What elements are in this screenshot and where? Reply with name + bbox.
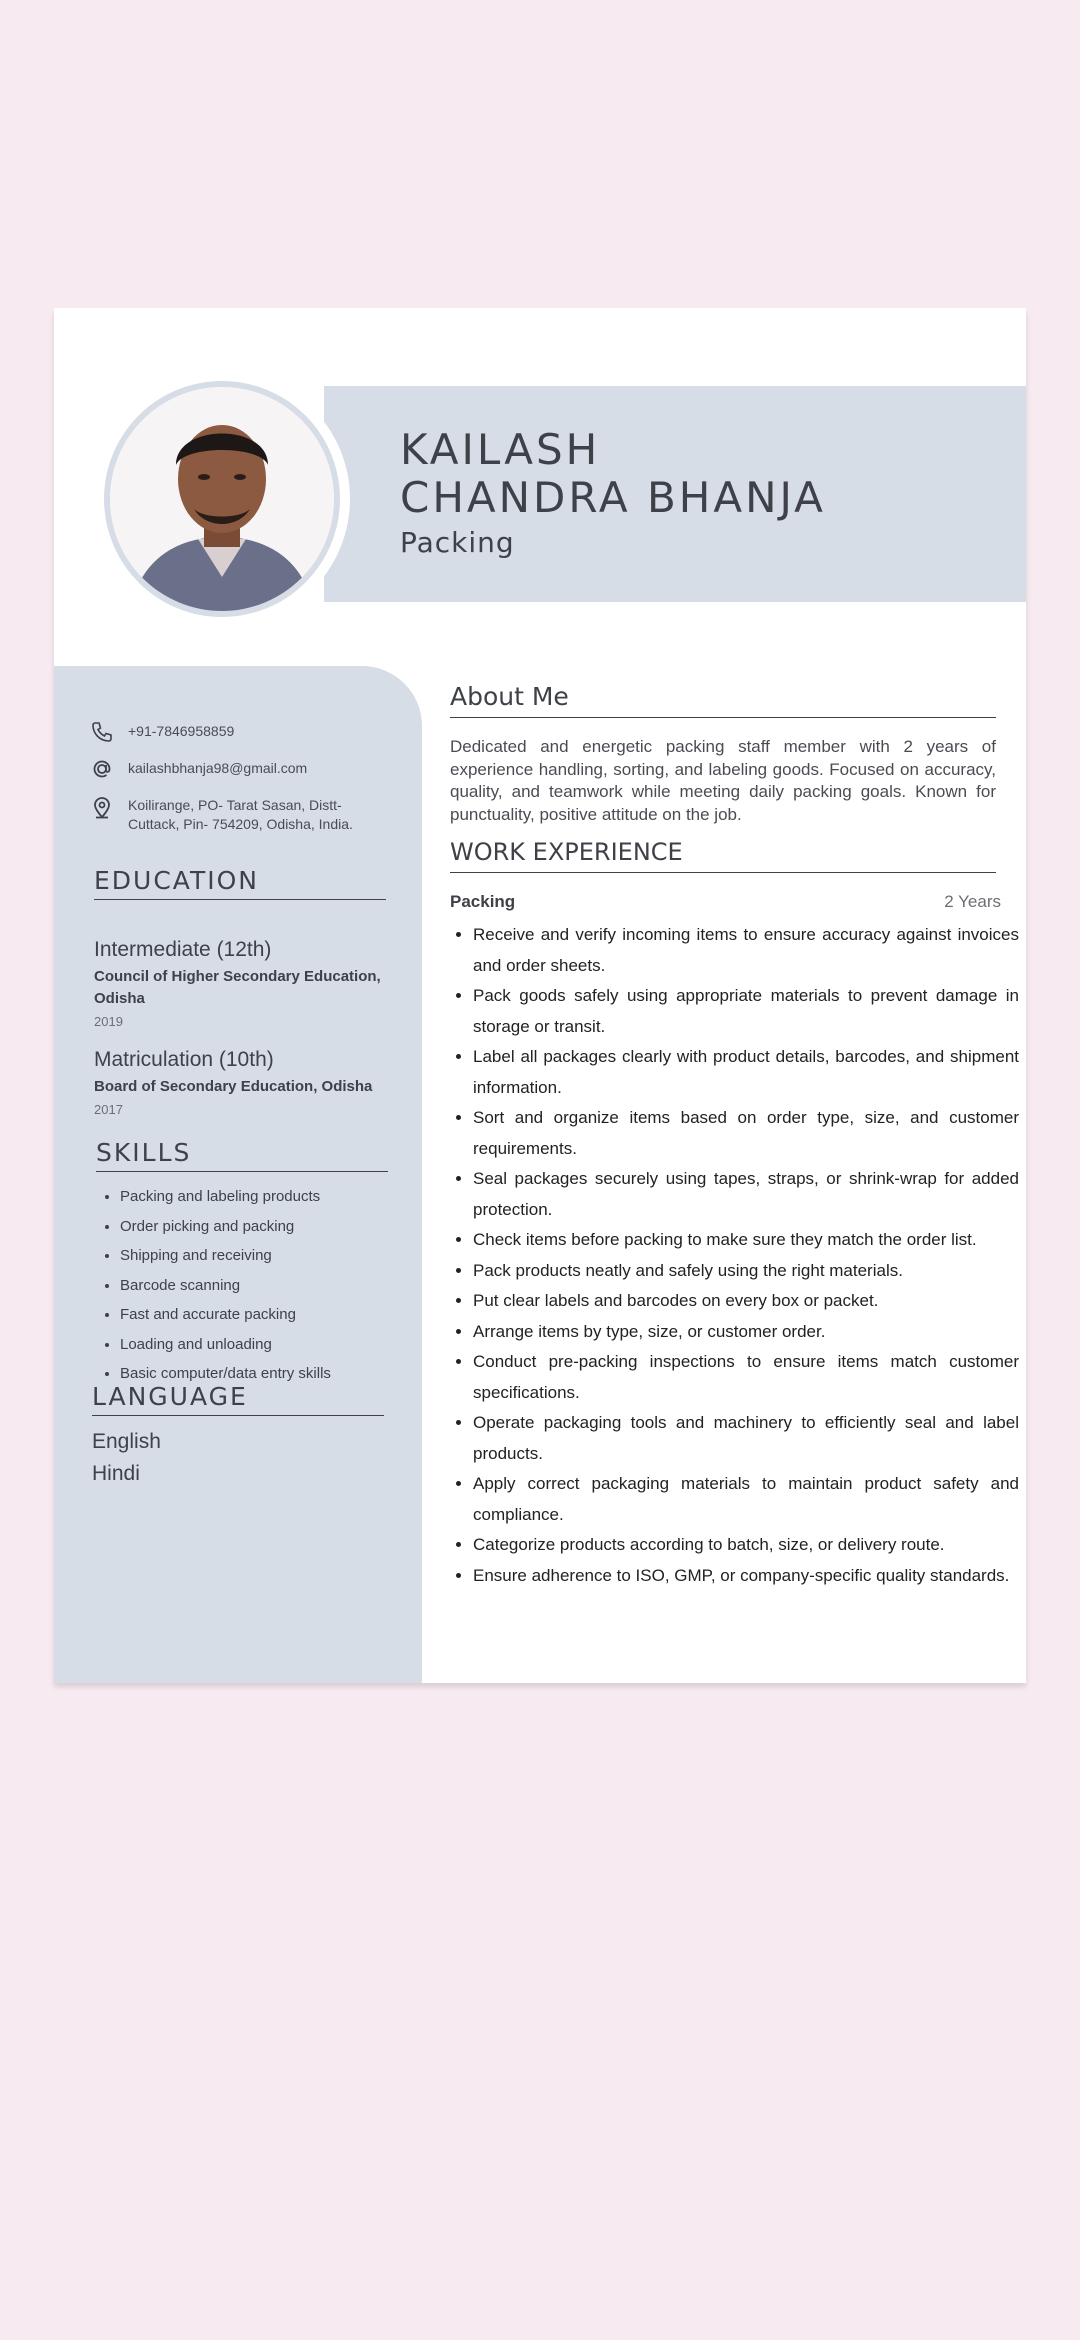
- about-heading: About Me: [450, 682, 996, 718]
- education-item-year: 2019: [94, 1014, 123, 1029]
- duty-item: • Receive and verify incoming items to ensure accuracy against invoices and order sheets.: [473, 920, 1019, 981]
- skill-item: • Order picking and packing: [120, 1212, 420, 1242]
- profile-photo-frame: [94, 371, 350, 627]
- candidate-role: Packing: [400, 526, 515, 559]
- skill-item: • Basic computer/data entry skills: [120, 1359, 420, 1389]
- phone-icon: [90, 720, 114, 744]
- duty-item: • Pack products neatly and safely using the right materials.: [473, 1256, 1019, 1287]
- duty-item: • Conduct pre-packing inspections to ensure items match customer specifications.: [473, 1347, 1019, 1408]
- duty-item: • Arrange items by type, size, or customer order.: [473, 1317, 1019, 1348]
- at-sign-icon: [90, 757, 114, 781]
- education-item-year: 2017: [94, 1102, 123, 1117]
- skill-item: • Packing and labeling products: [120, 1182, 420, 1212]
- duty-item: • Label all packages clearly with product details, barcodes, and shipment information.: [473, 1042, 1019, 1103]
- skills-list: [94, 1182, 420, 1389]
- contact-address: [90, 796, 390, 834]
- duty-item: • Pack goods safely using appropriate materials to prevent damage in storage or transit.: [473, 981, 1019, 1042]
- location-pin-icon: [90, 796, 114, 820]
- contact-email: [90, 757, 307, 781]
- job-title: Packing: [450, 892, 516, 911]
- duty-item: • Seal packages securely using tapes, straps, or shrink-wrap for added protection.: [473, 1164, 1019, 1225]
- education-item-institution: Council of Higher Secondary Education, Odisha: [94, 968, 381, 1007]
- duty-item: • Check items before packing to make sure they match the order list.: [473, 1225, 1019, 1256]
- duty-item: • Apply correct packaging materials to maintain product safety and compliance.: [473, 1469, 1019, 1530]
- sidebar: [54, 666, 422, 1683]
- education-item-title: Matriculation (10th): [94, 1048, 274, 1071]
- language-item: English: [92, 1430, 161, 1453]
- language-heading: LANGUAGE: [92, 1382, 384, 1416]
- education-item-institution: Board of Secondary Education, Odisha: [94, 1078, 373, 1095]
- duties-list: [450, 920, 1019, 1591]
- profile-photo: [104, 381, 340, 617]
- skill-item: • Barcode scanning: [120, 1271, 420, 1301]
- skill-item: • Fast and accurate packing: [120, 1300, 420, 1330]
- candidate-name: KAILASH CHANDRA BHANJA: [400, 425, 826, 522]
- education-item-title: Intermediate (12th): [94, 938, 272, 961]
- skill-item: • Loading and unloading: [120, 1330, 420, 1360]
- work-experience-heading: WORK EXPERIENCE: [450, 838, 996, 873]
- address-text: Koilirange, PO- Tarat Sasan, Distt-Cuttack, Pin- 754209, Odisha, India.: [128, 797, 353, 832]
- education-heading: EDUCATION: [94, 866, 386, 900]
- contact-phone: [90, 720, 234, 744]
- resume-page: [54, 308, 1026, 1683]
- duty-item: • Categorize products according to batch, size, or delivery route.: [473, 1530, 1019, 1561]
- skills-heading: SKILLS: [96, 1138, 388, 1172]
- language-item: Hindi: [92, 1462, 140, 1485]
- duty-item: • Ensure adherence to ISO, GMP, or company-specific quality standards.: [473, 1561, 1019, 1592]
- email-text: kailashbhanja98@gmail.com: [128, 760, 308, 776]
- duty-item: • Sort and organize items based on order type, size, and customer requirements.: [473, 1103, 1019, 1164]
- about-text: Dedicated and energetic packing staff member with 2 years of experience handling, sorting, and labeling goods. Focused on accuracy, quality, and teamwork while meeting daily packing goals. Known for punctuality, positive attitude on the job.: [450, 737, 996, 824]
- skill-item: • Shipping and receiving: [120, 1241, 420, 1271]
- job-duration: 2 Years: [944, 892, 1001, 911]
- phone-text: +91-7846958859: [128, 723, 235, 739]
- duty-item: • Put clear labels and barcodes on every box or packet.: [473, 1286, 1019, 1317]
- duty-item: • Operate packaging tools and machinery to efficiently seal and label products.: [473, 1408, 1019, 1469]
